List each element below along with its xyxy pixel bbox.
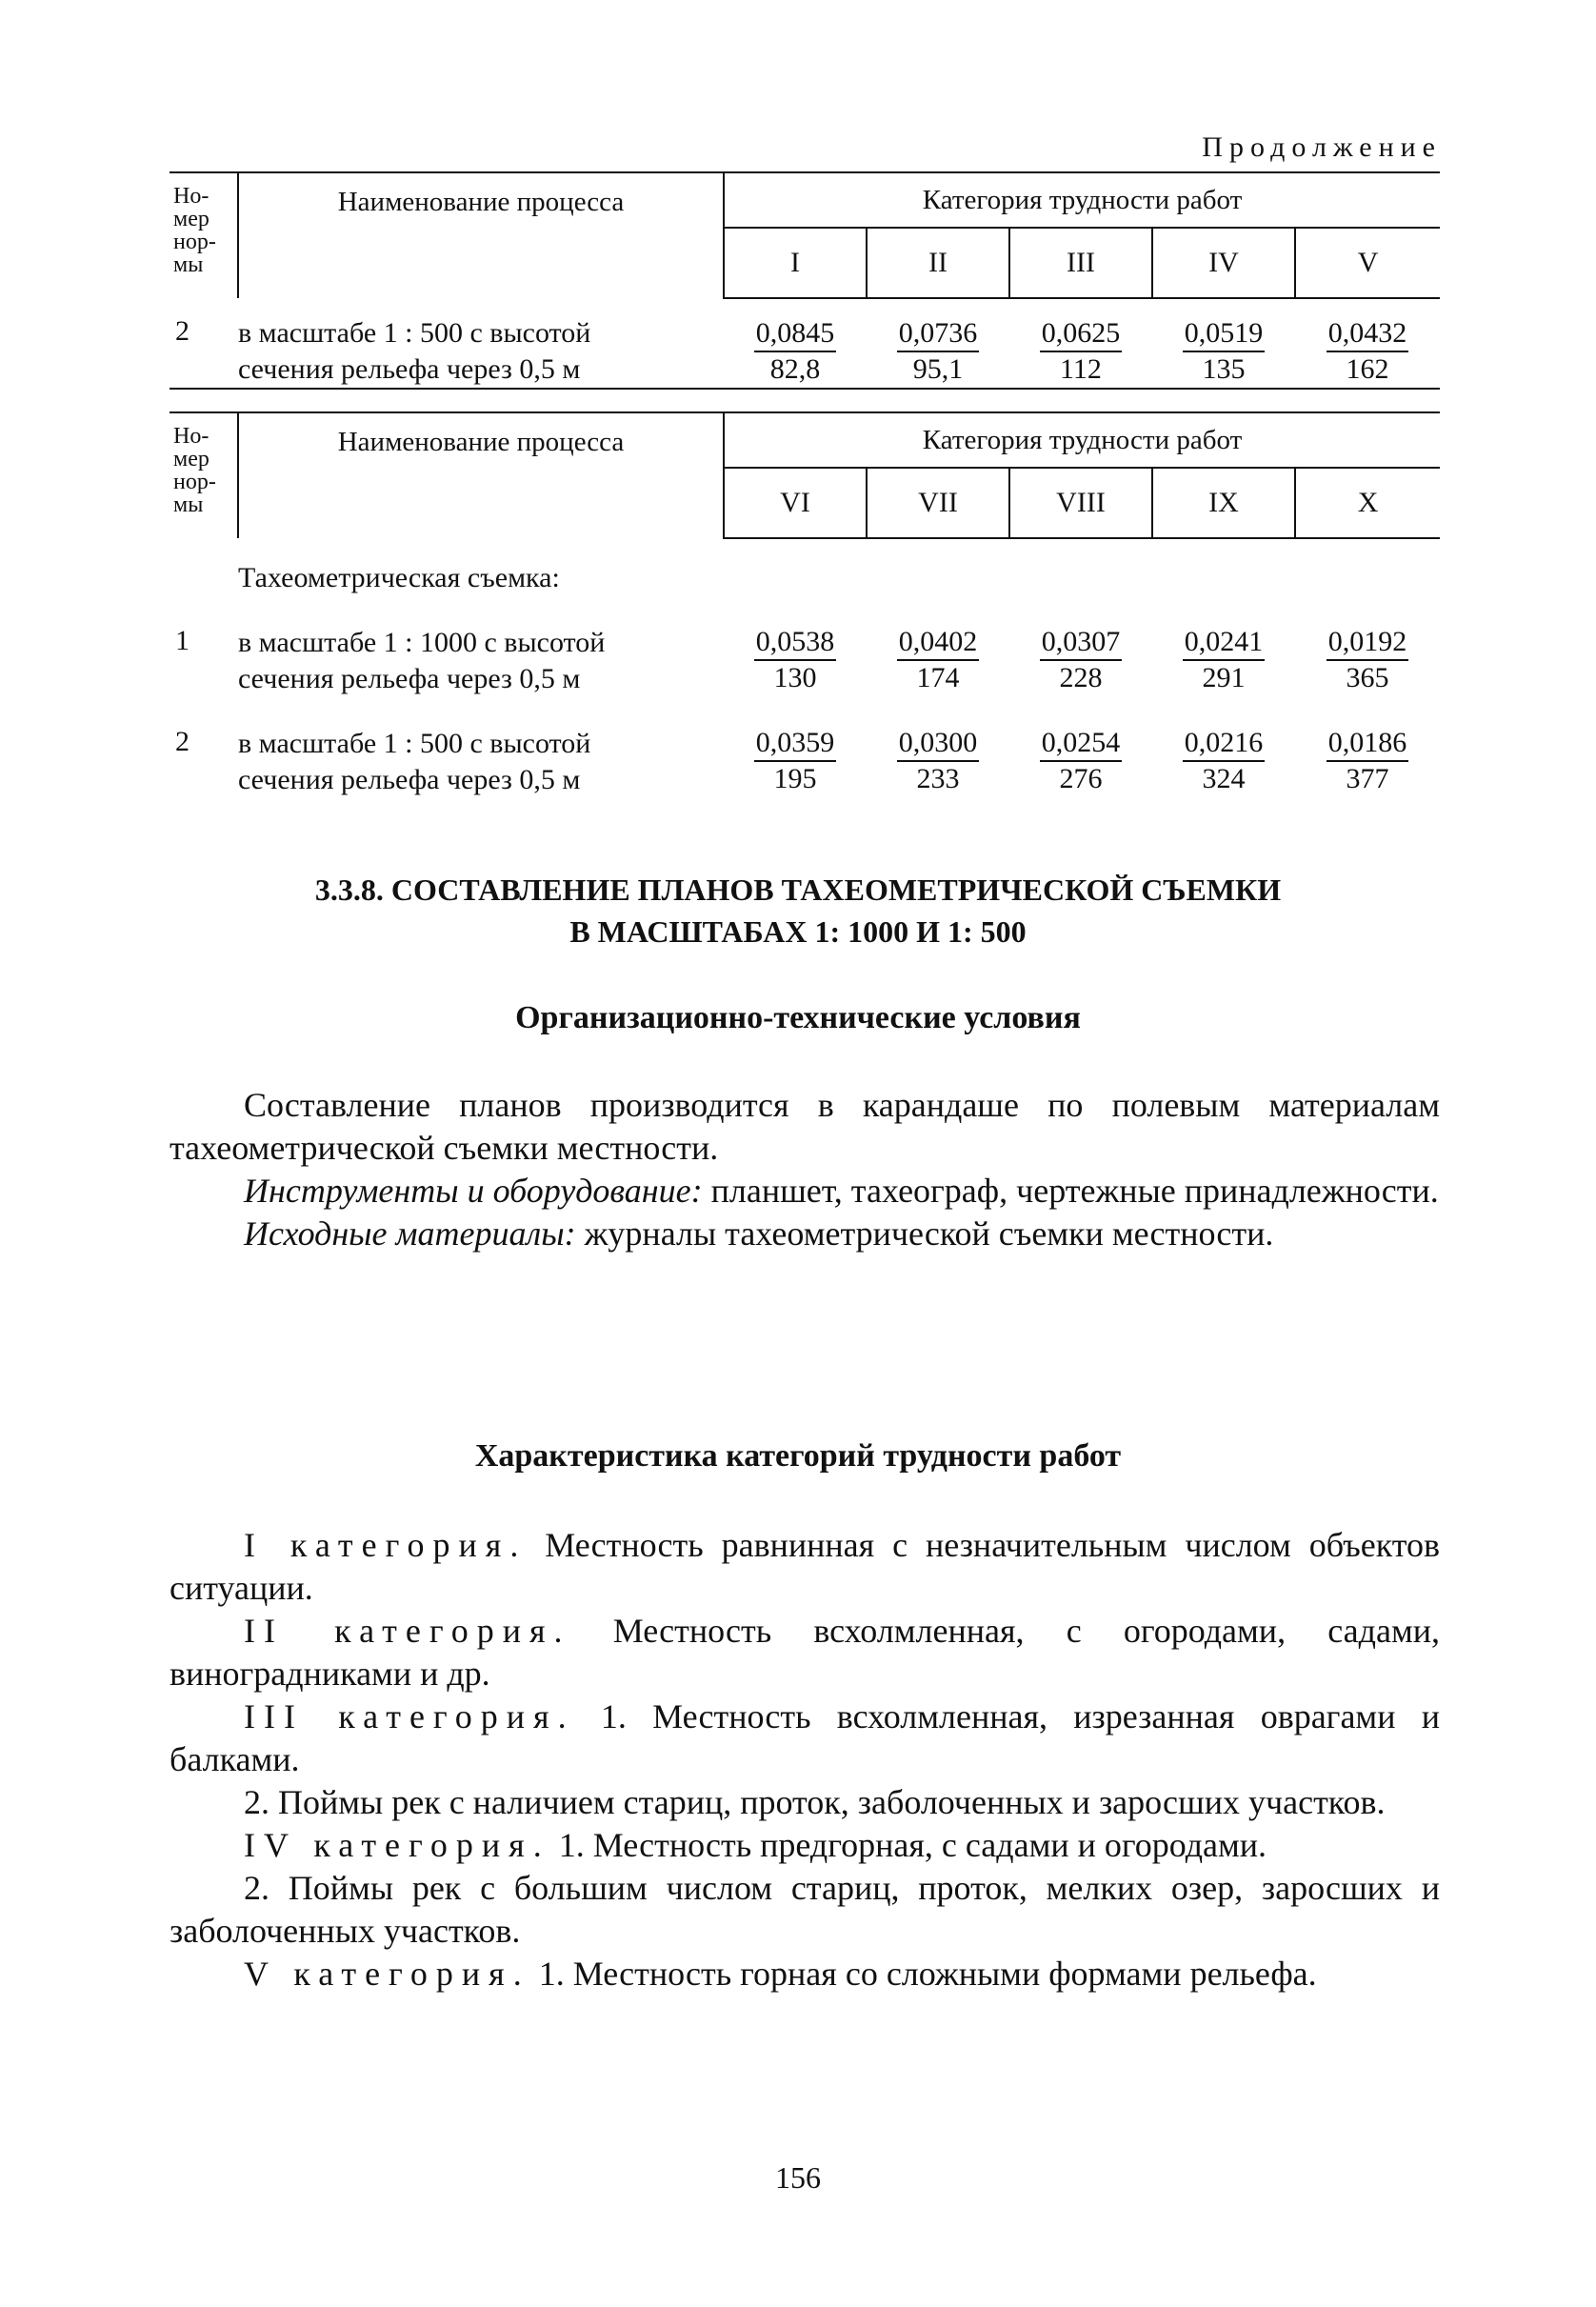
table-row	[170, 298, 1440, 389]
table-row	[170, 596, 1440, 697]
row-number: 2	[175, 726, 190, 757]
row-process-name: в масштабе 1 : 1000 с высотой сечения рельефа через 0,5 м	[238, 627, 606, 694]
table-group-row	[170, 538, 1440, 596]
norm-table-2	[170, 411, 1440, 798]
category-paragraph: II категория. Местность всхолмленная, с огородами, садами, виноградниками и др.	[170, 1612, 1440, 1693]
category-label: III	[1009, 228, 1152, 298]
category-label: IX	[1152, 468, 1295, 538]
category-label: V	[1295, 228, 1440, 298]
row-number: 2	[170, 298, 238, 389]
org-paragraph-2: Инструменты и оборудование: планшет, тахеограф, чертежные принадлежности.	[244, 1172, 1439, 1210]
categories-heading: Характеристика категорий трудности работ	[474, 1438, 1122, 1474]
org-heading: Организационно-технические условия	[515, 1000, 1081, 1035]
org-paragraph-1: Составление планов производится в карандаше по полевым материалам тахеометрической съемки местности.	[170, 1086, 1440, 1167]
value-cell: $\frac{0,0538}{130}$	[755, 626, 835, 693]
value-cell: $\frac{0,0241}{291}$	[1184, 626, 1264, 693]
category-label: VI	[724, 468, 867, 538]
group-title: Тахеометрическая съемка:	[238, 562, 560, 593]
value-cell: $\frac{0,0186}{377}$	[1327, 727, 1407, 794]
org-paragraph-3: Исходные материалы: журналы тахеометрической съемки местности.	[244, 1214, 1274, 1253]
section-title-line-2: В МАСШТАБАХ 1: 1000 И 1: 500	[569, 914, 1027, 949]
norm-number-header: Но- мер нор- мы	[170, 412, 238, 538]
value-cell: $\frac{0,0519}{135}$	[1152, 298, 1295, 389]
row-number: 1	[175, 625, 190, 656]
value-cell: $\frac{0,0845}{82,8}$	[724, 298, 867, 389]
category-header: Категория трудности работ	[724, 412, 1440, 468]
row-process-name: в масштабе 1 : 500 с высотой сечения рельефа через 0,5 м	[238, 728, 591, 795]
page-number: 156	[775, 2160, 821, 2195]
category-paragraph: 2. Поймы рек с наличием стариц, проток, заболоченных и заросших участков.	[244, 1783, 1386, 1821]
category-label: VII	[867, 468, 1009, 538]
category-label: II	[867, 228, 1009, 298]
value-cell: $\frac{0,0216}{324}$	[1184, 727, 1264, 794]
table-row	[170, 697, 1440, 798]
value-cell: $\frac{0,0736}{95,1}$	[867, 298, 1009, 389]
value-cell: $\frac{0,0359}{195}$	[755, 727, 835, 794]
category-paragraph: IV категория. 1. Местность предгорная, с садами и огородами.	[244, 1826, 1267, 1864]
continuation-label: Продолжение	[1202, 131, 1442, 163]
org-conditions-text	[170, 1084, 1440, 1255]
process-name-header: Наименование процесса	[238, 172, 724, 298]
value-cell: $\frac{0,0307}{228}$	[1041, 626, 1121, 693]
value-cell: $\frac{0,0432}{162}$	[1295, 298, 1440, 389]
value-cell: $\frac{0,0402}{174}$	[898, 626, 978, 693]
category-paragraph: I категория. Местность равнинная с незначительным числом объектов ситуации.	[170, 1526, 1440, 1607]
category-header: Категория трудности работ	[724, 172, 1440, 228]
process-name-header: Наименование процесса	[238, 412, 724, 538]
category-label: X	[1295, 468, 1440, 538]
category-label: VIII	[1009, 468, 1152, 538]
value-cell: $\frac{0,0625}{112}$	[1009, 298, 1152, 389]
category-paragraph: V категория. 1. Местность горная со сложными формами рельефа.	[244, 1955, 1317, 1993]
section-title-line-1: 3.3.8. СОСТАВЛЕНИЕ ПЛАНОВ ТАХЕОМЕТРИЧЕСКОЙ СЪЕМКИ	[314, 873, 1282, 907]
category-paragraph: 2. Поймы рек с большим числом стариц, проток, мелких озер, заросших и заболоченных участков.	[170, 1869, 1440, 1950]
section-title	[0, 869, 1596, 953]
categories-text	[170, 1524, 1440, 1996]
category-label: I	[724, 228, 867, 298]
norm-number-header: Но- мер нор- мы	[170, 172, 238, 298]
value-cell: $\frac{0,0192}{365}$	[1327, 626, 1407, 693]
norm-table-1	[170, 171, 1440, 390]
value-cell: $\frac{0,0254}{276}$	[1041, 727, 1121, 794]
category-paragraph: III категория. 1. Местность всхолмленная, изрезанная оврагами и балками.	[170, 1697, 1440, 1778]
value-cell: $\frac{0,0300}{233}$	[898, 727, 978, 794]
category-label: IV	[1152, 228, 1295, 298]
row-process-name: в масштабе 1 : 500 с высотой сечения рельефа через 0,5 м	[238, 298, 724, 389]
